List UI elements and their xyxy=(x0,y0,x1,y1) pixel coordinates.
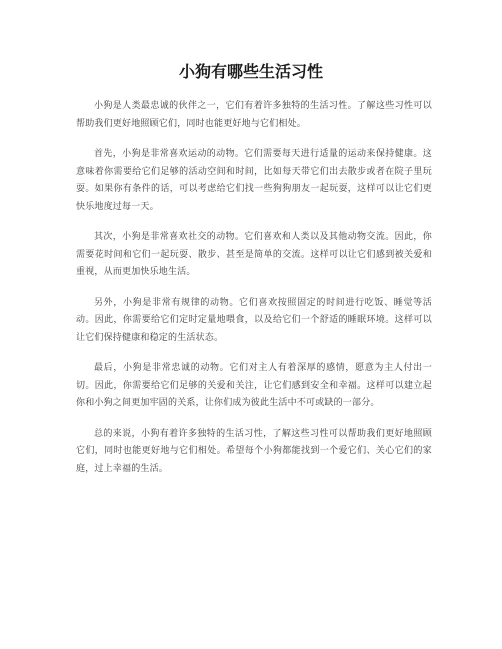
paragraph-routine: 另外，小狗是非常有规律的动物。它们喜欢按照固定的时间进行吃饭、睡觉等活动。因此，你需要给它们定时定量地喂食，以及给它们一个舒适的睡眠环境。这样可以让它们保持健康和稳定的生活状态。 xyxy=(76,297,432,343)
document-title: 小狗有哪些生活习性 xyxy=(178,62,323,81)
paragraph-exercise: 首先，小狗是非常喜欢运动的动物。它们需要每天进行适量的运动来保持健康。这意味着你需要给它们足够的活动空间和时间，比如每天带它们出去散步或者在院子里玩耍。如果你有条件的话，可以考虑给它们找一些狗狗朋友一起玩耍，这样可以让它们更快乐地度过每一天。 xyxy=(76,149,432,212)
paragraph-intro: 小狗是人类最忠诚的伙伴之一，它们有着许多独特的生活习性。了解这些习性可以帮助我们更好地照顾它们，同时也能更好地与它们相处。 xyxy=(76,101,432,129)
paragraph-social: 其次，小狗是非常喜欢社交的动物。它们喜欢和人类以及其他动物交流。因此，你需要花时间和它们一起玩耍、散步、甚至是简单的交流。这样可以让它们感到被关爱和重视，从而更加快乐地生活。 xyxy=(76,232,432,277)
document-body xyxy=(76,98,432,491)
paragraph-loyalty: 最后，小狗是非常忠诚的动物。它们对主人有着深厚的感情，愿意为主人付出一切。因此，你需要给它们足够的关爱和关注，让它们感到安全和幸福。这样可以建立起你和小狗之间更加牢固的关系，让你们成为彼此生活中不可或缺的一部分。 xyxy=(76,363,432,408)
paragraph-conclusion: 总的来说，小狗有着许多独特的生活习性，了解这些习性可以帮助我们更好地照顾它们，同时也能更好地与它们相处。希望每个小狗都能找到一个爱它们、关心它们的家庭，过上幸福的生活。 xyxy=(76,428,432,474)
